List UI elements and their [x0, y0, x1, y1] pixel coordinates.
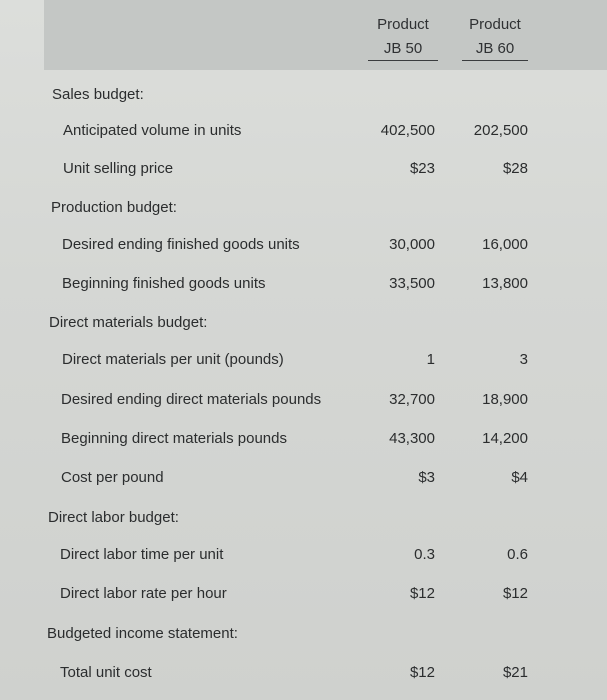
section-heading: Direct materials budget: [49, 314, 208, 331]
section-heading: Production budget: [51, 199, 177, 216]
value-jb50: $12 [409, 585, 435, 602]
row-label: Unit selling price [63, 160, 174, 177]
table-row [0, 388, 607, 412]
value-jb50: 30,000 [389, 236, 435, 253]
table-row [0, 311, 607, 335]
value-jb60: 0.6 [507, 546, 528, 563]
column-header-line1: Product [377, 16, 429, 33]
row-label: Desired ending finished goods units [62, 236, 300, 253]
value-jb60: 3 [519, 351, 528, 368]
value-jb50: 43,300 [389, 430, 435, 447]
value-jb50: 0.3 [414, 546, 435, 563]
table-row [0, 157, 607, 181]
section-heading: Direct labor budget: [48, 509, 179, 526]
value-jb50: 33,500 [389, 275, 435, 292]
row-label: Direct materials per unit (pounds) [62, 351, 284, 368]
column-header-jb60 [462, 14, 528, 61]
table-row [0, 233, 607, 257]
value-jb60: $28 [502, 160, 528, 177]
row-label: Cost per pound [61, 469, 164, 486]
row-label: Beginning finished goods units [62, 275, 266, 292]
table-row [0, 348, 607, 372]
row-label: Anticipated volume in units [63, 122, 242, 139]
row-label: Total unit cost [60, 664, 152, 681]
row-label: Beginning direct materials pounds [61, 430, 287, 447]
value-jb50: $23 [409, 160, 435, 177]
value-jb50: $3 [418, 469, 435, 486]
table-row [0, 506, 607, 530]
value-jb50: 402,500 [380, 122, 435, 139]
value-jb50: $12 [409, 664, 435, 681]
table-row [0, 119, 607, 143]
value-jb60: $12 [502, 585, 528, 602]
table-row [0, 196, 607, 220]
value-jb60: 16,000 [482, 236, 528, 253]
value-jb50: 32,700 [389, 391, 435, 408]
table-row [0, 543, 607, 567]
column-header-jb50 [368, 14, 438, 61]
column-header-line2: JB 50 [368, 38, 438, 61]
table-row [0, 272, 607, 296]
section-heading: Budgeted income statement: [47, 625, 238, 642]
value-jb60: 202,500 [473, 122, 528, 139]
column-header-line2: JB 60 [462, 38, 528, 61]
table-row [0, 427, 607, 451]
table-row [0, 582, 607, 606]
table-row [0, 83, 607, 107]
value-jb60: 14,200 [482, 430, 528, 447]
value-jb60: 13,800 [482, 275, 528, 292]
row-label: Direct labor rate per hour [60, 585, 227, 602]
row-label: Desired ending direct materials pounds [61, 391, 322, 408]
row-label: Direct labor time per unit [60, 546, 224, 563]
value-jb50: 1 [426, 351, 435, 368]
section-heading: Sales budget: [52, 86, 144, 103]
value-jb60: $21 [502, 664, 528, 681]
table-row [0, 622, 607, 646]
column-header-line1: Product [469, 16, 521, 33]
table-row [0, 466, 607, 490]
value-jb60: 18,900 [482, 391, 528, 408]
value-jb60: $4 [511, 469, 528, 486]
table-row [0, 661, 607, 685]
